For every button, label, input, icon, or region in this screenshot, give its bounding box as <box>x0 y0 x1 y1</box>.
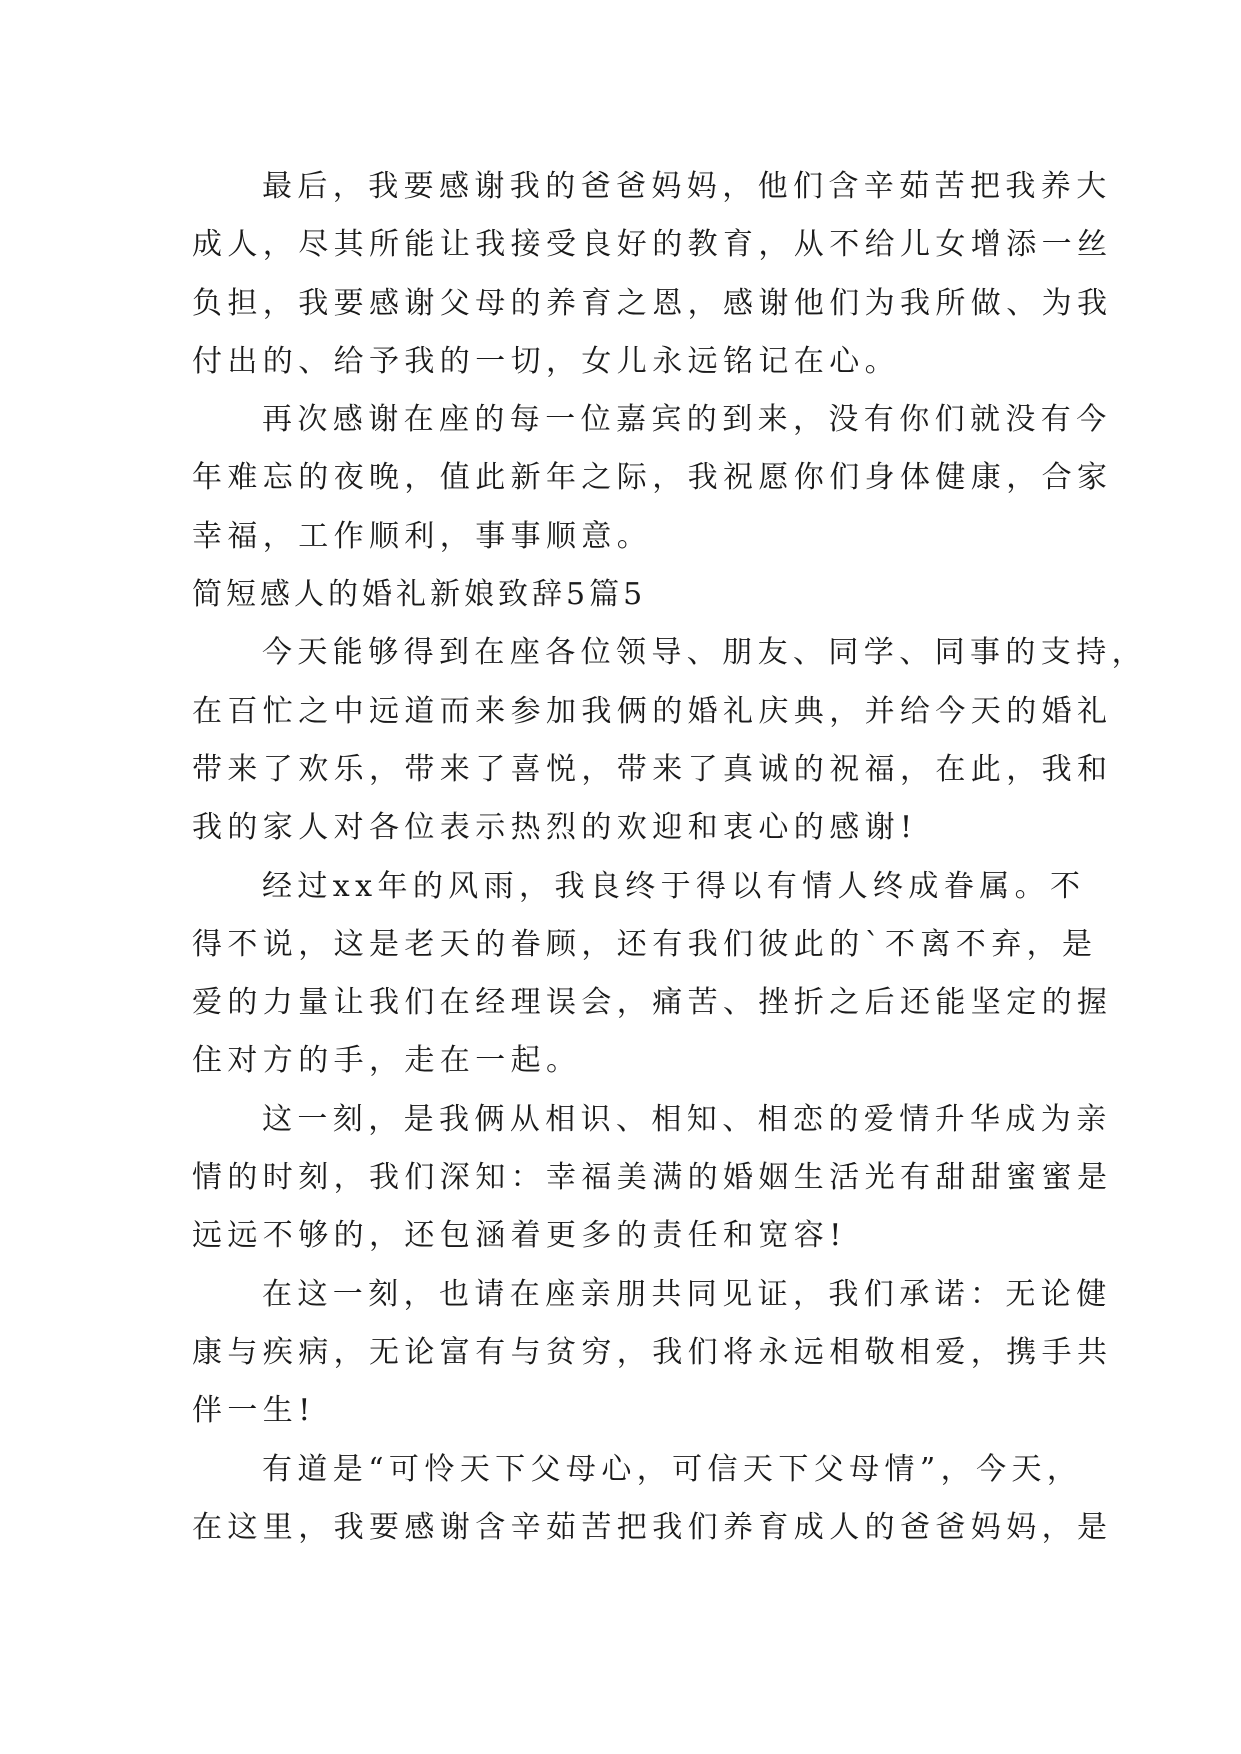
text-line: 爱的力量让我们在经理误会，痛苦、挫折之后还能坚定的握 <box>192 985 1113 1021</box>
paragraph-parents-love <box>192 1441 1113 1558</box>
text-line: 在这里，我要感谢含辛茹苦把我们养育成人的爸爸妈妈，是 <box>192 1509 1113 1545</box>
paragraph-this-moment <box>192 1091 1113 1266</box>
text-line: 我的家人对各位表示热烈的欢迎和衷心的感谢! <box>192 810 918 846</box>
document-body <box>192 158 1147 1557</box>
paragraph-vows <box>192 1266 1113 1441</box>
text-line: 在百忙之中远道而来参加我俩的婚礼庆典，并给今天的婚礼 <box>192 693 1113 729</box>
text-line: 最后，我要感谢我的爸爸妈妈，他们含辛茹苦把我养大 <box>262 169 1112 204</box>
text-line: 伴一生! <box>192 1393 316 1429</box>
text-line: 成人，尽其所能让我接受良好的教育，从不给儿女增添一丝 <box>192 227 1113 263</box>
text-line: 情的时刻，我们深知：幸福美满的婚姻生活光有甜甜蜜蜜是 <box>192 1160 1113 1196</box>
text-line: 在这一刻，也请在座亲朋共同见证，我们承诺：无论健 <box>262 1276 1112 1312</box>
text-line: 再次感谢在座的每一位嘉宾的到来，没有你们就没有今 <box>262 402 1112 438</box>
text-line: 带来了欢乐，带来了喜悦，带来了真诚的祝福，在此，我和 <box>192 751 1113 787</box>
text-line: 康与疾病，无论富有与贫穷，我们将永远相敬相爱，携手共 <box>192 1334 1113 1370</box>
paragraph-welcome <box>192 624 1147 857</box>
text-line: 负担，我要感谢父母的养育之恩，感谢他们为我所做、为我 <box>192 285 1113 321</box>
text-line: 年难忘的夜晚，值此新年之际，我祝愿你们身体健康，合家 <box>192 460 1113 496</box>
text-line: 幸福，工作顺利，事事顺意。 <box>192 518 653 554</box>
text-line: 住对方的手，走在一起。 <box>192 1043 582 1079</box>
text-line: 得不说，这是老天的眷顾，还有我们彼此的`不离不弃，是 <box>192 926 1098 962</box>
text-line: 经过xx年的风雨，我良终于得以有情人终成眷属。不 <box>262 868 1086 904</box>
text-line: 今天能够得到在座各位领导、朋友、同学、同事的支持， <box>262 635 1147 671</box>
paragraph-thanks-guests <box>192 391 1113 566</box>
text-line: 这一刻，是我俩从相识、相知、相恋的爱情升华成为亲 <box>262 1101 1112 1137</box>
text-line: 付出的、给予我的一切，女儿永远铭记在心。 <box>192 343 900 379</box>
paragraph-thanks-parents <box>192 158 1113 391</box>
paragraph-journey <box>192 858 1113 1091</box>
section-heading: 简短感人的婚礼新娘致辞5篇5 <box>192 577 647 613</box>
text-line: 远远不够的，还包涵着更多的责任和宽容! <box>192 1218 847 1254</box>
text-line: 有道是“可怜天下父母心，可信天下父母情”，今天， <box>262 1451 1083 1487</box>
